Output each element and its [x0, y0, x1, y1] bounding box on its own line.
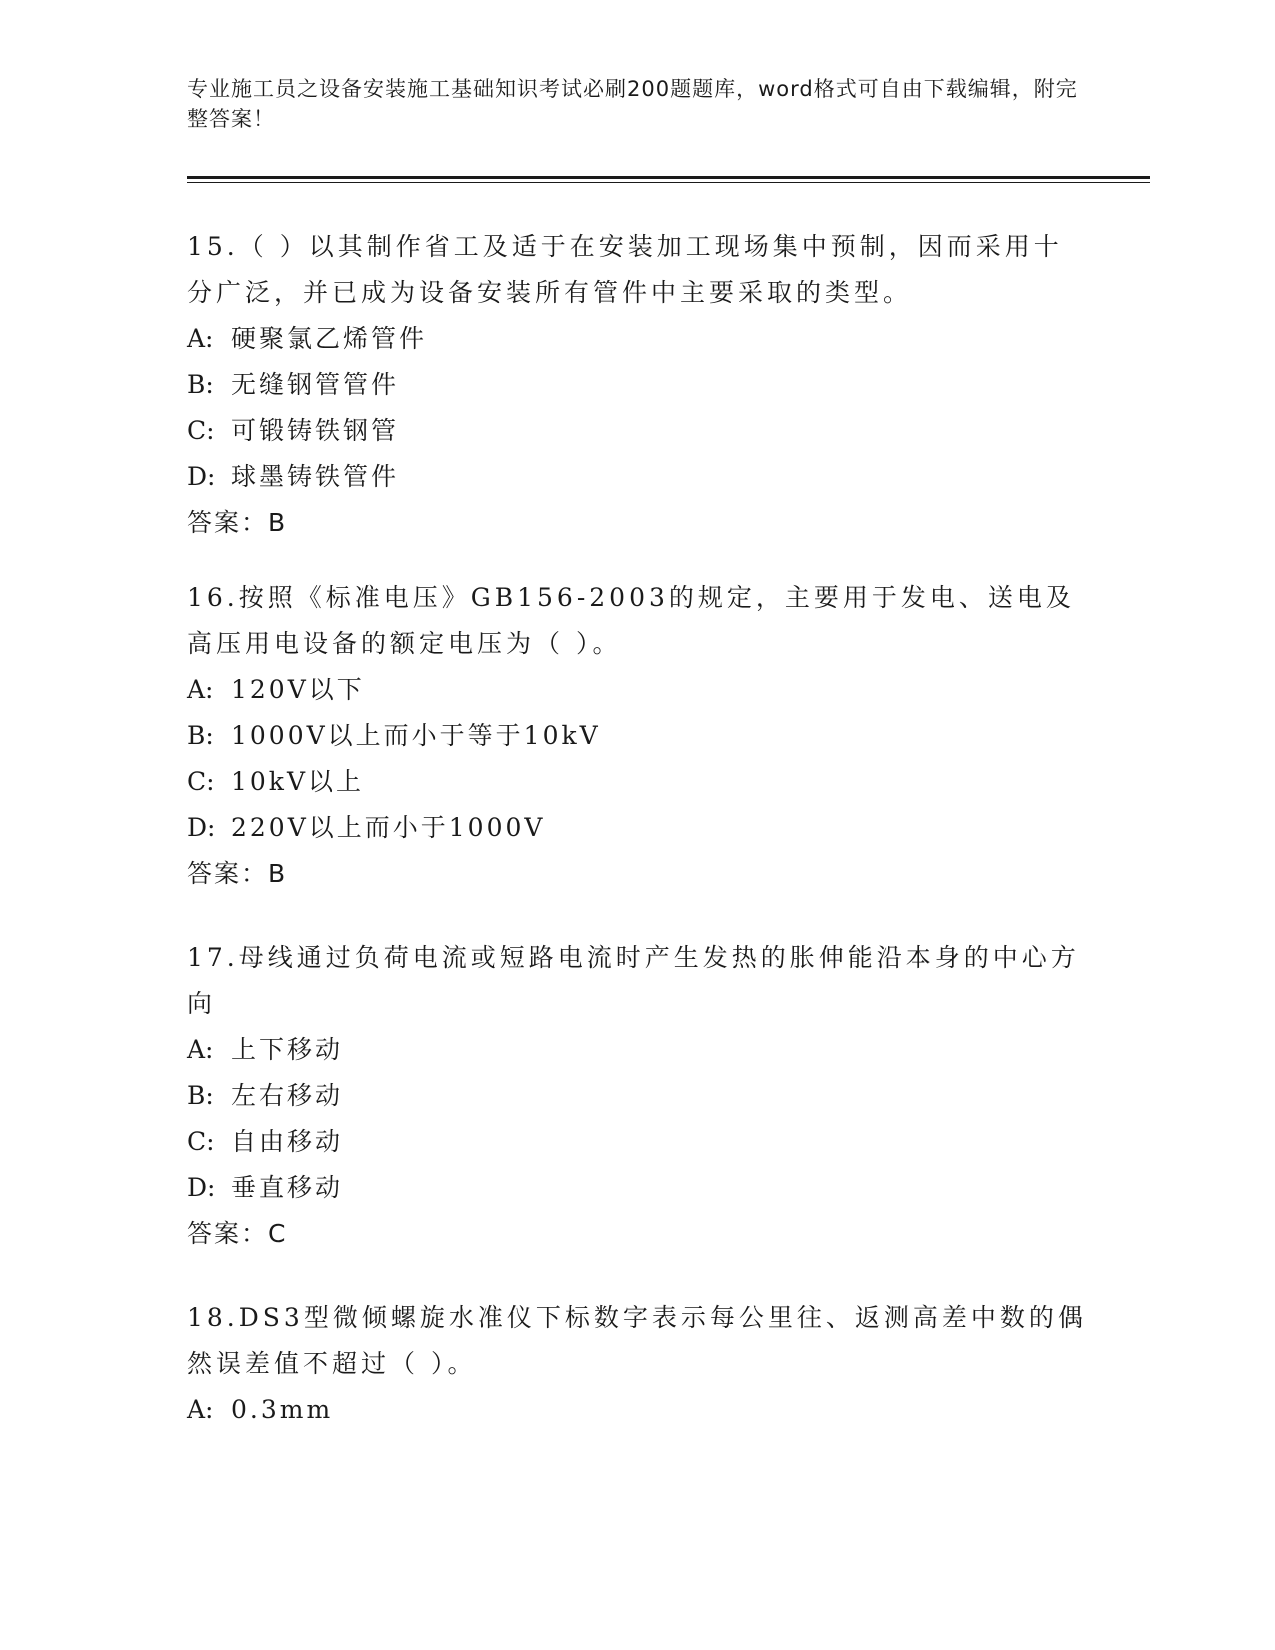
option-key: A:	[187, 1395, 214, 1424]
answer-line	[187, 500, 1087, 546]
option-text: 1000V以上而小于等于10kV	[231, 721, 601, 750]
option-key: D:	[187, 462, 216, 491]
option-text: 垂直移动	[231, 1173, 344, 1202]
question-17	[187, 935, 1087, 1257]
question-15	[187, 224, 1087, 546]
option-text: 220V以上而小于1000V	[231, 813, 546, 842]
answer-value: C	[268, 1219, 286, 1248]
option-d	[187, 805, 1087, 851]
option-text: 自由移动	[231, 1127, 344, 1156]
option-key: C:	[187, 416, 215, 445]
option-key: C:	[187, 1127, 215, 1156]
option-a	[187, 316, 1087, 362]
question-stem: 15.（ ）以其制作省工及适于在安装加工现场集中预制，因而采用十分广泛，并已成为设备安装所有管件中主要采取的类型。	[187, 232, 1063, 307]
option-text: 左右移动	[231, 1081, 344, 1110]
option-key: B:	[187, 370, 214, 399]
option-d	[187, 454, 1087, 500]
document-header: 专业施工员之设备安装施工基础知识考试必刷200题题库，word格式可自由下载编辑，附完整答案！	[187, 77, 1078, 131]
option-b	[187, 1073, 1087, 1119]
option-a	[187, 1027, 1087, 1073]
option-text: 10kV以上	[231, 767, 365, 796]
option-text: 上下移动	[231, 1035, 344, 1064]
option-a	[187, 1387, 1087, 1433]
answer-label: 答案：	[187, 859, 269, 888]
option-a	[187, 667, 1087, 713]
question-16	[187, 575, 1087, 897]
option-text: 硬聚氯乙烯管件	[231, 324, 428, 353]
option-c	[187, 1119, 1087, 1165]
option-text: 120V以下	[231, 675, 365, 704]
question-stem: 18.DS3型微倾螺旋水准仪下标数字表示每公里往、返测高差中数的偶然误差值不超过（ ）。	[187, 1303, 1087, 1378]
option-text: 球墨铸铁管件	[231, 462, 400, 491]
option-text: 0.3mm	[231, 1395, 334, 1424]
question-stem: 17.母线通过负荷电流或短路电流时产生发热的胀伸能沿本身的中心方向	[187, 943, 1080, 1018]
option-b	[187, 713, 1087, 759]
option-key: C:	[187, 767, 215, 796]
answer-value: B	[268, 859, 286, 888]
question-stem: 16.按照《标准电压》GB156-2003的规定，主要用于发电、送电及高压用电设备的额定电压为（ ）。	[187, 583, 1075, 658]
option-b	[187, 362, 1087, 408]
option-c	[187, 408, 1087, 454]
option-c	[187, 759, 1087, 805]
header-divider-thick	[187, 176, 1150, 179]
option-d	[187, 1165, 1087, 1211]
option-key: B:	[187, 721, 214, 750]
option-key: A:	[187, 1035, 214, 1064]
option-key: D:	[187, 813, 216, 842]
answer-label: 答案：	[187, 508, 269, 537]
answer-line	[187, 851, 1087, 897]
answer-value: B	[268, 508, 286, 537]
question-18	[187, 1295, 1087, 1433]
option-key: A:	[187, 324, 214, 353]
header-divider-thin	[187, 182, 1150, 183]
answer-line	[187, 1211, 1087, 1257]
option-text: 可锻铸铁钢管	[231, 416, 400, 445]
option-key: A:	[187, 675, 214, 704]
option-key: D:	[187, 1173, 216, 1202]
option-text: 无缝钢管管件	[231, 370, 400, 399]
option-key: B:	[187, 1081, 214, 1110]
answer-label: 答案：	[187, 1219, 269, 1248]
